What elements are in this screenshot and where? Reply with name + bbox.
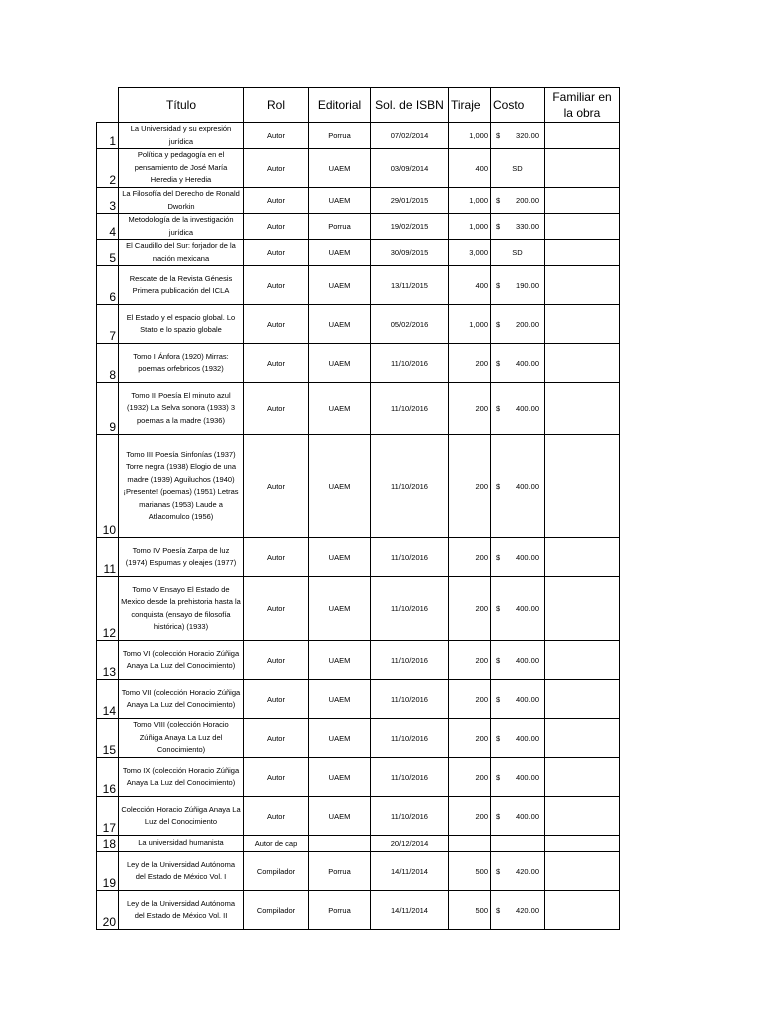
table-row [97,836,620,852]
cell-tiraje [449,836,491,852]
cell-titulo: Ley de la Universidad Autónoma del Estado de México Vol. I [119,852,244,891]
row-number: 3 [97,188,119,214]
currency-symbol: $ [496,905,501,915]
header-tiraje: Tiraje [449,88,491,123]
corner-cell [97,88,119,123]
cell-tiraje: 3,000 [449,240,491,266]
cell-costo [491,852,545,891]
cell-tiraje: 200 [449,758,491,797]
cell-titulo: Tomo II Poesía El minuto azul (1932) La Selva sonora (1933) 3 poemas a la madre (1936) [119,383,244,435]
cell-tiraje: 1,000 [449,214,491,240]
cell-editorial: UAEM [309,266,371,305]
cell-titulo: Tomo VIII (colección Horacio Zúñiga Anaya La Luz del Conocimiento) [119,719,244,758]
header-familiar: Familiar en la obra [545,88,620,123]
table-row [97,797,620,836]
cell-tiraje: 1,000 [449,188,491,214]
table-row [97,383,620,435]
cell-costo [491,680,545,719]
cell-isbn: 11/10/2016 [371,538,449,577]
currency-symbol: $ [496,733,501,743]
cell-rol: Autor [244,188,309,214]
cell-costo [491,266,545,305]
cell-familiar [545,344,620,383]
row-number: 20 [97,891,119,930]
currency-symbol: $ [496,358,501,368]
cell-editorial: UAEM [309,344,371,383]
cell-titulo: Tomo IV Poesía Zarpa de luz (1974) Espumas y oleajes (1977) [119,538,244,577]
cell-costo [491,891,545,930]
cost-value: SD [512,163,523,173]
row-number: 18 [97,836,119,852]
row-number: 6 [97,266,119,305]
currency-symbol: $ [496,811,501,821]
cell-costo [491,538,545,577]
cell-rol: Autor [244,758,309,797]
cell-costo [491,435,545,538]
cell-rol: Autor [244,266,309,305]
cell-tiraje: 200 [449,435,491,538]
currency-symbol: $ [496,131,501,140]
cell-familiar [545,758,620,797]
cell-tiraje: 1,000 [449,305,491,344]
table-row [97,305,620,344]
cell-costo [491,123,545,149]
cost-value: SD [512,248,523,257]
table-row [97,266,620,305]
cell-rol: Autor [244,383,309,435]
cell-editorial: UAEM [309,641,371,680]
cell-titulo: Colección Horacio Zúñiga Anaya La Luz del Conocimiento [119,797,244,836]
table-row [97,435,620,538]
row-number: 5 [97,240,119,266]
cell-titulo: Tomo VI (colección Horacio Zúñiga Anaya La Luz del Conocimiento) [119,641,244,680]
cell-isbn: 30/09/2015 [371,240,449,266]
cell-familiar [545,538,620,577]
cell-costo [491,383,545,435]
table-body [97,123,620,930]
cell-rol: Autor [244,641,309,680]
cell-isbn: 19/02/2015 [371,214,449,240]
cell-isbn: 11/10/2016 [371,797,449,836]
cell-editorial: UAEM [309,149,371,188]
cell-costo [491,797,545,836]
table-row [97,123,620,149]
cell-rol: Autor [244,435,309,538]
header-editorial: Editorial [309,88,371,123]
cell-isbn: 05/02/2016 [371,305,449,344]
header-titulo: Título [119,88,244,123]
cost-value: 400.00 [516,552,539,562]
books-table [96,87,620,930]
cell-titulo: Tomo VII (colección Horacio Zúñiga Anaya La Luz del Conocimiento) [119,680,244,719]
cell-editorial: UAEM [309,577,371,641]
cell-editorial: UAEM [309,435,371,538]
cell-tiraje: 400 [449,149,491,188]
cell-isbn: 11/10/2016 [371,383,449,435]
cell-titulo: La Filosofía del Derecho de Ronald Dworkin [119,188,244,214]
cell-tiraje: 200 [449,577,491,641]
cell-isbn: 11/10/2016 [371,344,449,383]
cell-familiar [545,852,620,891]
cell-tiraje: 200 [449,383,491,435]
row-number: 11 [97,538,119,577]
cell-editorial [309,836,371,852]
cell-isbn: 07/02/2014 [371,123,449,149]
cost-value: 200.00 [516,196,539,205]
cell-isbn: 11/10/2016 [371,719,449,758]
cell-isbn: 11/10/2016 [371,641,449,680]
table-row [97,852,620,891]
cell-costo [491,577,545,641]
row-number: 16 [97,758,119,797]
currency-symbol: $ [496,604,501,613]
currency-symbol: $ [496,222,501,231]
row-number: 4 [97,214,119,240]
cost-value: 400.00 [516,811,539,821]
cell-costo [491,240,545,266]
cell-familiar [545,123,620,149]
cell-costo [491,344,545,383]
row-number: 1 [97,123,119,149]
cell-editorial: Porrua [309,123,371,149]
cell-tiraje: 1,000 [449,123,491,149]
cell-rol: Autor [244,719,309,758]
cell-tiraje: 200 [449,680,491,719]
row-number: 9 [97,383,119,435]
cost-value: 420.00 [516,905,539,915]
cell-tiraje: 200 [449,344,491,383]
table-row [97,344,620,383]
cost-value: 400.00 [516,694,539,704]
cell-familiar [545,680,620,719]
cell-rol: Autor [244,240,309,266]
table-row [97,538,620,577]
cost-value: 400.00 [516,772,539,782]
row-number: 17 [97,797,119,836]
cell-costo [491,214,545,240]
cell-familiar [545,577,620,641]
cell-familiar [545,719,620,758]
row-number: 7 [97,305,119,344]
cell-titulo: Tomo I Ánfora (1920) Mirras: poemas orfebricos (1932) [119,344,244,383]
cell-titulo: Rescate de la Revista Génesis Primera publicación del ICLA [119,266,244,305]
cell-rol: Autor [244,577,309,641]
cell-isbn: 11/10/2016 [371,577,449,641]
cell-editorial: Porrua [309,214,371,240]
table-row [97,214,620,240]
row-number: 14 [97,680,119,719]
cell-titulo: La universidad humanista [119,836,244,852]
currency-symbol: $ [496,866,501,876]
cell-tiraje: 200 [449,797,491,836]
cell-editorial: UAEM [309,188,371,214]
cell-rol: Autor [244,305,309,344]
cell-editorial: UAEM [309,797,371,836]
cell-editorial: UAEM [309,383,371,435]
cell-editorial: UAEM [309,719,371,758]
table-row [97,758,620,797]
table-row [97,149,620,188]
cell-isbn: 13/11/2015 [371,266,449,305]
currency-symbol: $ [496,481,501,491]
cell-rol: Autor [244,344,309,383]
cell-editorial: Porrua [309,852,371,891]
cell-familiar [545,305,620,344]
cell-familiar [545,383,620,435]
row-number: 13 [97,641,119,680]
cell-costo [491,188,545,214]
cell-rol: Autor [244,214,309,240]
cell-titulo: La Universidad y su expresión jurídica [119,123,244,149]
cell-titulo: El Caudillo del Sur: forjador de la nación mexicana [119,240,244,266]
cell-costo [491,719,545,758]
cell-titulo: Tomo III Poesía Sinfonías (1937) Torre negra (1938) Elogio de una madre (1939) Aguiluchos (1940) ¡Presente! (poemas) (1951) Letras marianas (1953) Laude a Atlacomulco (1956) [119,435,244,538]
cost-value: 400.00 [516,481,539,491]
cost-value: 400.00 [516,404,539,413]
cell-isbn: 11/10/2016 [371,435,449,538]
cell-editorial: UAEM [309,758,371,797]
cell-isbn: 11/10/2016 [371,758,449,797]
cell-tiraje: 500 [449,891,491,930]
cell-editorial: UAEM [309,680,371,719]
cell-familiar [545,214,620,240]
cell-familiar [545,240,620,266]
cell-editorial: Porrua [309,891,371,930]
cell-rol: Compilador [244,852,309,891]
cell-rol: Compilador [244,891,309,930]
cell-isbn: 20/12/2014 [371,836,449,852]
cell-rol: Autor [244,123,309,149]
currency-symbol: $ [496,196,501,205]
cell-rol: Autor [244,797,309,836]
table-row [97,719,620,758]
cell-isbn: 03/09/2014 [371,149,449,188]
cell-familiar [545,435,620,538]
cell-rol: Autor [244,538,309,577]
cost-value: 400.00 [516,655,539,665]
row-number: 12 [97,577,119,641]
cell-costo [491,641,545,680]
currency-symbol: $ [496,655,501,665]
currency-symbol: $ [496,404,501,413]
cell-titulo: Política y pedagogía en el pensamiento de José María Heredia y Heredia [119,149,244,188]
currency-symbol: $ [496,552,501,562]
currency-symbol: $ [496,694,501,704]
cell-familiar [545,891,620,930]
cell-familiar [545,188,620,214]
row-number: 10 [97,435,119,538]
table-row [97,641,620,680]
cell-familiar [545,641,620,680]
row-number: 8 [97,344,119,383]
cost-value: 200.00 [516,319,539,329]
currency-symbol: $ [496,280,501,290]
cell-isbn: 29/01/2015 [371,188,449,214]
cost-value: 400.00 [516,733,539,743]
currency-symbol: $ [496,772,501,782]
cell-familiar [545,266,620,305]
table-row [97,577,620,641]
cell-costo [491,836,545,852]
row-number: 2 [97,149,119,188]
table-row [97,680,620,719]
cell-familiar [545,836,620,852]
cost-value: 400.00 [516,358,539,368]
cell-editorial: UAEM [309,240,371,266]
cell-isbn: 14/11/2014 [371,852,449,891]
cost-value: 400.00 [516,604,539,613]
cell-familiar [545,797,620,836]
cost-value: 320.00 [516,131,539,140]
cell-isbn: 11/10/2016 [371,680,449,719]
header-row [97,88,620,123]
currency-symbol: $ [496,319,501,329]
cost-value: 190.00 [516,280,539,290]
cell-editorial: UAEM [309,538,371,577]
header-isbn: Sol. de ISBN [371,88,449,123]
header-costo: Costo [491,88,545,123]
cell-tiraje: 200 [449,538,491,577]
cell-titulo: Tomo V Ensayo El Estado de Mexico desde la prehistoria hasta la conquista (ensayo de filosofía histórica) (1933) [119,577,244,641]
cell-tiraje: 200 [449,719,491,758]
row-number: 19 [97,852,119,891]
cell-costo [491,758,545,797]
cell-titulo: Tomo IX (colección Horacio Zúñiga Anaya La Luz del Conocimiento) [119,758,244,797]
cell-familiar [545,149,620,188]
cell-titulo: El Estado y el espacio global. Lo Stato e lo spazio globale [119,305,244,344]
cell-titulo: Ley de la Universidad Autónoma del Estado de México Vol. II [119,891,244,930]
header-rol: Rol [244,88,309,123]
cell-tiraje: 200 [449,641,491,680]
cell-tiraje: 400 [449,266,491,305]
cell-titulo: Metodología de la investigación jurídica [119,214,244,240]
cell-editorial: UAEM [309,305,371,344]
cell-rol: Autor [244,680,309,719]
table-row [97,188,620,214]
table-row [97,240,620,266]
cost-value: 330.00 [516,222,539,231]
cell-isbn: 14/11/2014 [371,891,449,930]
cell-tiraje: 500 [449,852,491,891]
cost-value: 420.00 [516,866,539,876]
row-number: 15 [97,719,119,758]
table-row [97,891,620,930]
cell-costo [491,305,545,344]
cell-rol: Autor de cap [244,836,309,852]
cell-rol: Autor [244,149,309,188]
cell-costo [491,149,545,188]
